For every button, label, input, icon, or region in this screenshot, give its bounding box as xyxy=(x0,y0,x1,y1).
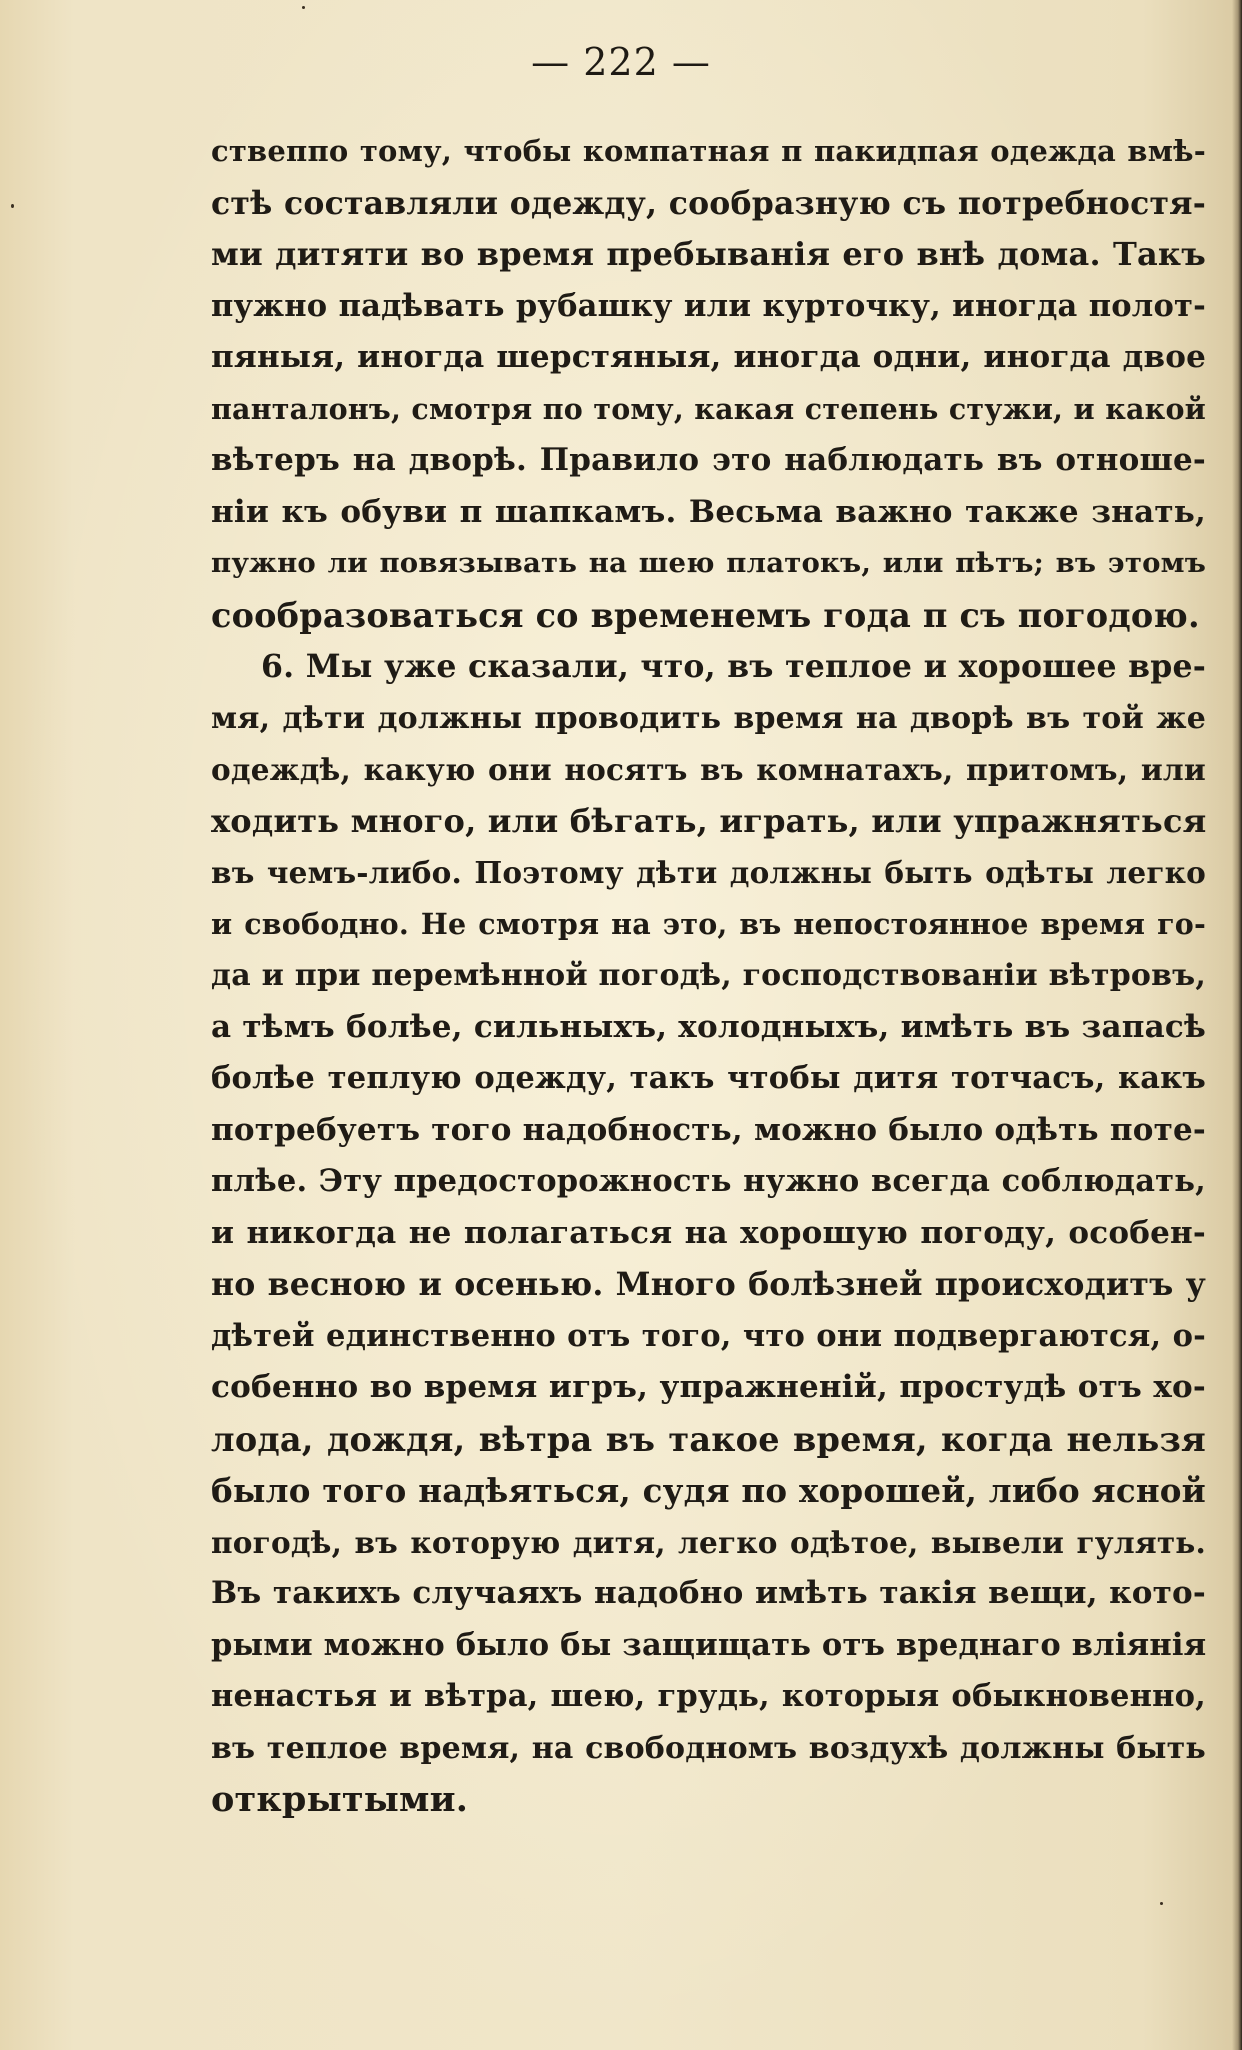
text-line: пужно ли повязывать на шею платокъ, или пѣтъ; въ этомъ xyxy=(211,547,1206,579)
ink-speck xyxy=(11,204,14,208)
text-line: собенно во время игръ, упражненій, простудѣ отъ хо- xyxy=(211,1369,1206,1405)
text-line: одеждѣ, какую они носятъ въ комнатахъ, притомъ, или xyxy=(211,752,1206,787)
text-line: въ чемъ-либо. Поэтому дѣти должны быть одѣты легко xyxy=(211,855,1206,890)
text-line: лода, дождя, вѣтра въ такое время, когда нельзя xyxy=(211,1419,1206,1459)
text-line: погодѣ, въ которую дитя, легко одѣтое, вывели гулять. xyxy=(211,1524,1206,1560)
text-line: и никогда не полагаться на хорошую погоду, особен- xyxy=(211,1214,1206,1251)
text-line: въ теплое время, на свободномъ воздухѣ должны быть xyxy=(211,1730,1206,1766)
text-line: а тѣмъ болѣе, сильныхъ, холодныхъ, имѣть въ запасѣ xyxy=(211,1008,1206,1045)
text-line: и свободно. Не смотря на это, въ непостоянное время го- xyxy=(211,906,1206,941)
ink-speck xyxy=(302,6,305,9)
text-line: ми дитяти во время пребыванія его внѣ дома. Такъ xyxy=(211,235,1206,273)
text-line: стѣ составляли одежду, сообразную съ потребностя- xyxy=(211,184,1206,222)
text-line: мя, дѣти должны проводить время на дворѣ въ той же xyxy=(211,700,1206,736)
text-line: пяныя, иногда шерстяныя, иногда одни, иногда двое xyxy=(211,339,1206,375)
text-line: ходить много, или бѣгать, играть, или упражняться xyxy=(211,801,1207,840)
text-line: дѣтей единственно отъ того, что они подвергаются, о- xyxy=(211,1317,1206,1354)
text-line: было того надѣяться, судя по хорошей, либо ясной xyxy=(211,1471,1206,1510)
text-line: Въ такихъ случаяхъ надобно имѣть такія вещи, кото- xyxy=(211,1575,1206,1611)
paragraph-last-line: открытыми. xyxy=(211,1779,469,1820)
text-line: болѣе теплую одежду, такъ чтобы дитя тотчасъ, какъ xyxy=(211,1060,1206,1096)
ink-speck xyxy=(1160,1902,1163,1905)
text-line: ніи къ обуви п шапкамъ. Весьма важно также знать, xyxy=(211,493,1206,530)
text-line: плѣе. Эту предосторожность нужно всегда соблюдать, xyxy=(211,1163,1206,1199)
text-line: рыми можно было бы защищать отъ вреднаго вліянія xyxy=(211,1626,1207,1663)
paragraph-first-line: 6. Мы уже сказали, что, въ теплое и хорошее вре- xyxy=(261,648,1206,685)
text-line: пужно падѣвать рубашку или курточку, иногда полот- xyxy=(211,287,1206,324)
page-binding-edge xyxy=(1232,0,1242,2050)
text-line: потребуетъ того надобность, можно было одѣть поте- xyxy=(211,1111,1206,1148)
paragraph-last-line: сообразоваться со временемъ года п съ погодою. xyxy=(211,595,1200,635)
page-number-header: — 222 — xyxy=(531,40,711,84)
text-line: но весною и осенью. Много болѣзней происходитъ у xyxy=(211,1266,1206,1303)
text-line: да и при перемѣнной погодѣ, господствованіи вѣтровъ, xyxy=(211,958,1206,993)
text-line: ненастья и вѣтра, шею, грудь, которыя обыкновенно, xyxy=(211,1678,1206,1714)
text-line: ствеппо тому, чтобы компатная п пакидпая одежда вмѣ- xyxy=(211,134,1206,168)
text-line: панталонъ, смотря по тому, какая степень стужи, и какой xyxy=(211,391,1206,426)
text-line: вѣтеръ на дворѣ. Правило это наблюдать въ отноше- xyxy=(211,442,1206,478)
body-text xyxy=(211,126,1206,1826)
